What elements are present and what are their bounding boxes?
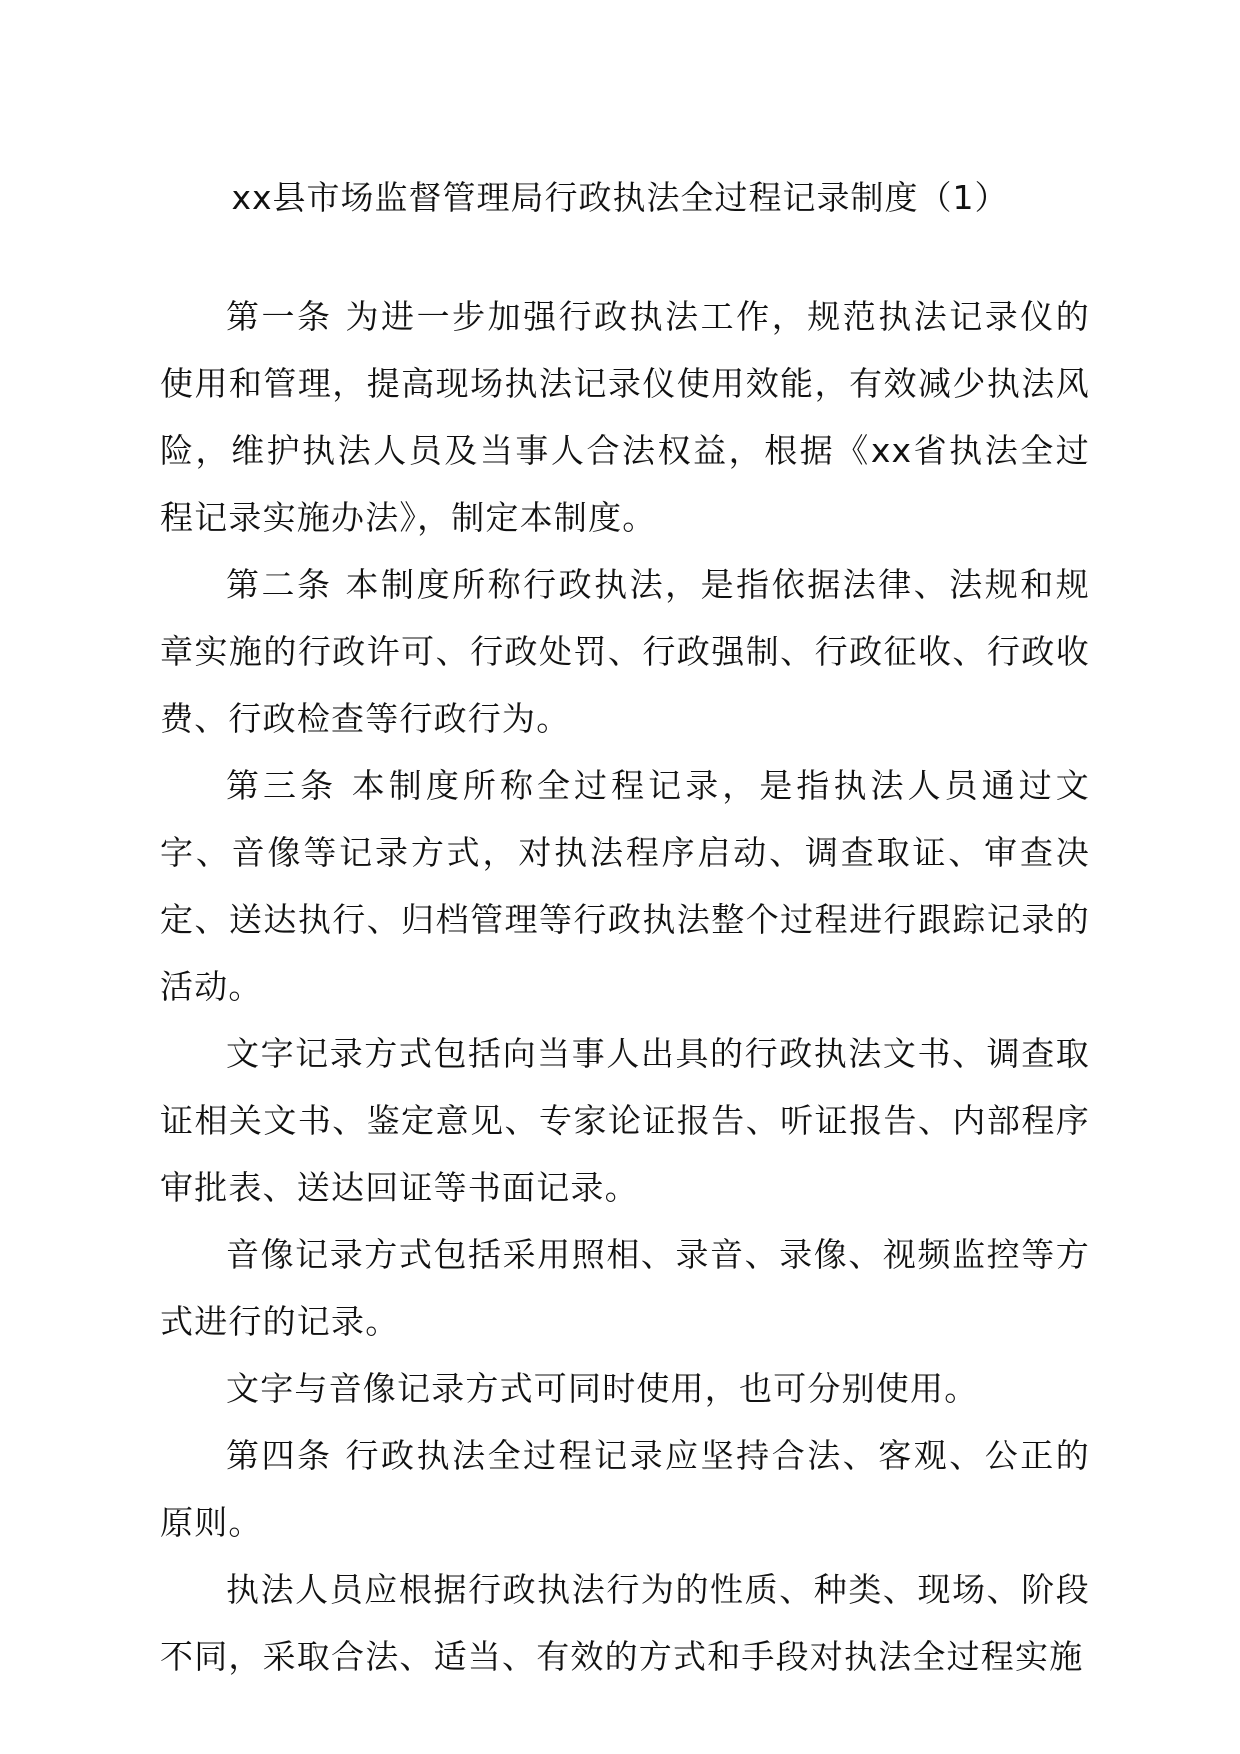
paragraph-enforcement-methods: 执法人员应根据行政执法行为的性质、种类、现场、阶段不同，采取合法、适当、有效的方式和手段对执法全过程实施 [160,1570,1090,1676]
paragraph-article-3: 第三条 本制度所称全过程记录，是指执法人员通过文字、音像等记录方式，对执法程序启动、调查取证、审查决定、送达执行、归档管理等行政执法整个过程进行跟踪记录的活动。 [160,766,1090,1006]
paragraph-article-4: 第四条 行政执法全过程记录应坚持合法、客观、公正的原则。 [160,1436,1090,1542]
paragraph-article-1: 第一条 为进一步加强行政执法工作，规范执法记录仪的使用和管理，提高现场执法记录仪使用效能，有效减少执法风险，维护执法人员及当事人合法权益，根据《xx省执法全过程记录实施办法》，制定本制度。 [160,297,1090,537]
document-body [160,283,1090,1690]
paragraph-article-2: 第二条 本制度所称行政执法，是指依据法律、法规和规章实施的行政许可、行政处罚、行政强制、行政征收、行政收费、行政检查等行政行为。 [160,565,1090,738]
paragraph-combined-record: 文字与音像记录方式可同时使用，也可分别使用。 [226,1369,979,1408]
paragraph-text-record: 文字记录方式包括向当事人出具的行政执法文书、调查取证相关文书、鉴定意见、专家论证报告、听证报告、内部程序审批表、送达回证等书面记录。 [160,1034,1090,1207]
document-title: xx县市场监督管理局行政执法全过程记录制度（1） [231,178,1009,217]
paragraph-av-record: 音像记录方式包括采用照相、录音、录像、视频监控等方式进行的记录。 [160,1235,1090,1341]
